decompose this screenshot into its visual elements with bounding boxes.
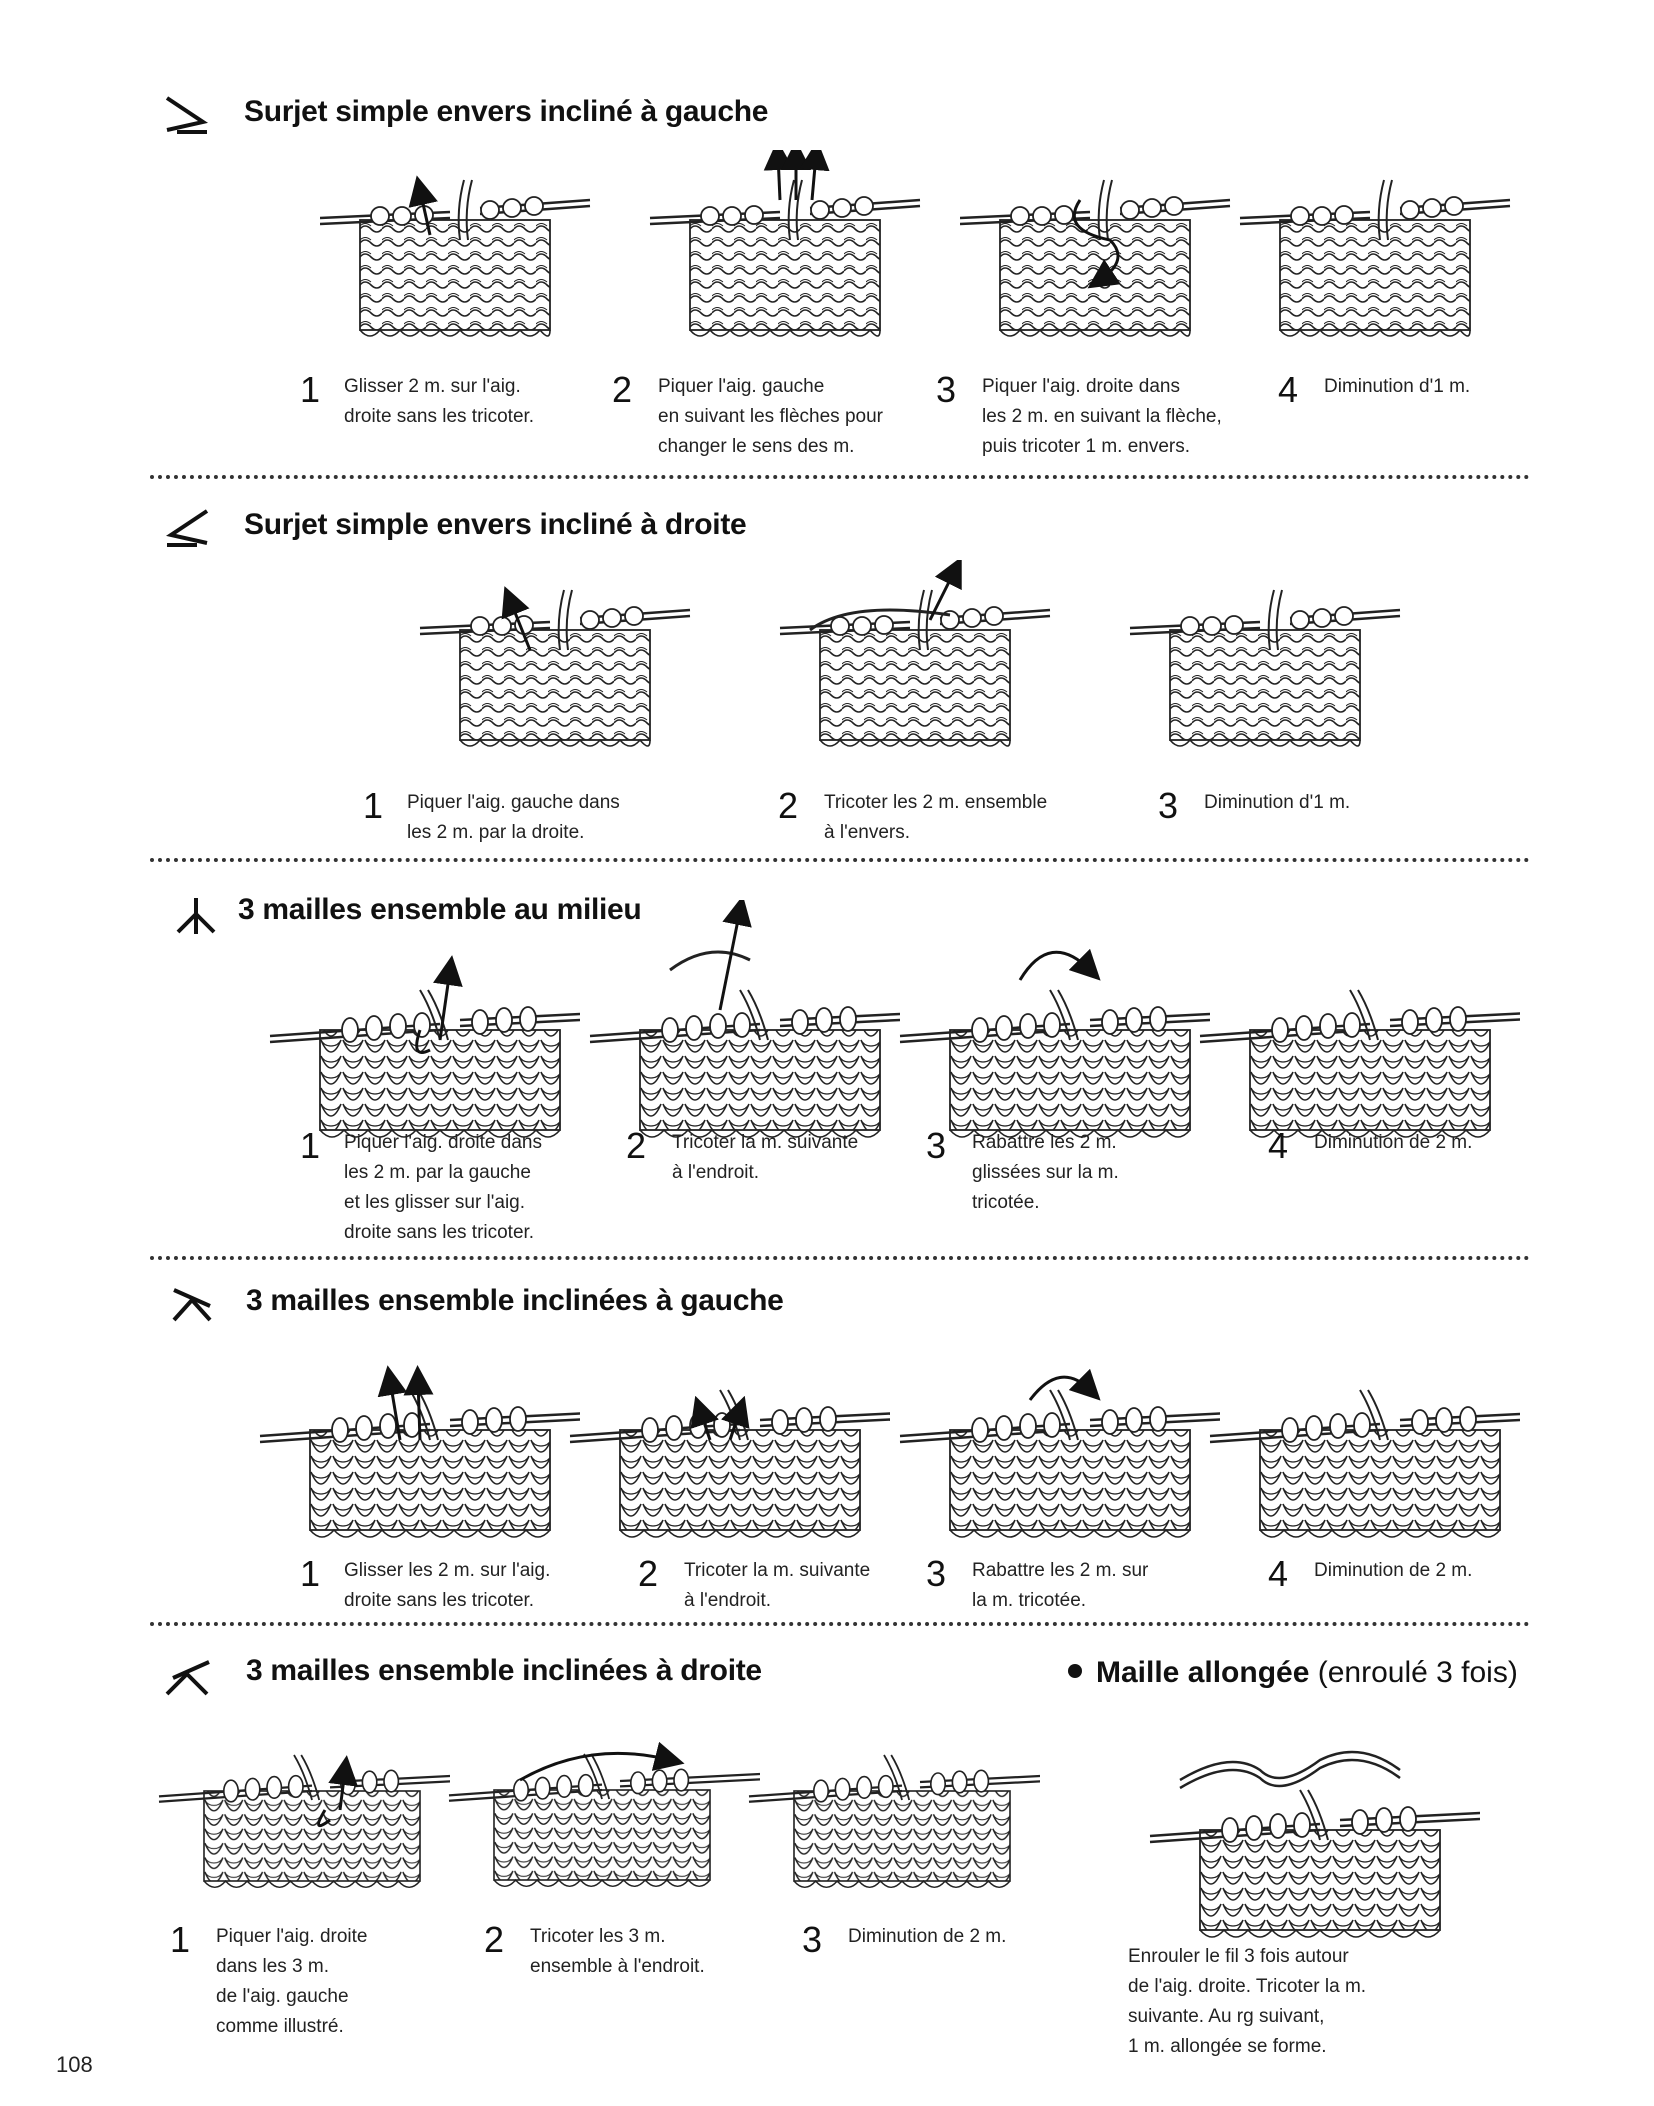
step-number: 1 — [300, 1125, 321, 1166]
section-divider — [150, 858, 1530, 862]
maille-allongee-title — [1068, 1656, 1518, 1690]
step-illustration — [740, 1710, 1040, 1910]
maille-allongee-title-bold: Maille allongée — [1096, 1656, 1310, 1689]
step-illustration — [580, 900, 900, 1150]
section-title: 3 mailles ensemble au milieu — [238, 893, 642, 926]
step-number: 3 — [926, 1125, 947, 1166]
section-divider — [150, 475, 1530, 479]
step-illustration — [1220, 160, 1520, 360]
step-illustration — [1140, 1700, 1480, 1950]
step-text: Tricoter la m. suivante à l'endroit. — [684, 1560, 871, 1611]
step-illustration — [250, 1330, 580, 1560]
step-number: 2 — [638, 1553, 659, 1594]
step-illustration — [440, 1700, 760, 1910]
step-text: Rabattre les 2 m. glissées sur la m. tricotée. — [972, 1132, 1119, 1213]
step-number: 2 — [778, 785, 799, 826]
step-number: 4 — [1268, 1125, 1289, 1166]
step-illustration — [1190, 910, 1520, 1150]
section-title: 3 mailles ensemble inclinées à droite — [246, 1654, 762, 1687]
step-illustration — [890, 900, 1210, 1150]
step-text: Glisser les 2 m. sur l'aig. droite sans les tricoter. — [344, 1560, 551, 1611]
step-text: Diminution d'1 m. — [1324, 376, 1471, 397]
section-title: 3 mailles ensemble inclinées à gauche — [246, 1284, 784, 1317]
left-slant-purl-decrease-icon — [163, 92, 213, 136]
step-text: Diminution d'1 m. — [1204, 792, 1351, 813]
step-illustration — [400, 560, 700, 770]
step-number: 1 — [170, 1919, 191, 1960]
step-number: 3 — [1158, 785, 1179, 826]
step-number: 1 — [300, 369, 321, 410]
step-text: Tricoter les 2 m. ensemble à l'envers. — [824, 792, 1048, 843]
step-text: Diminution de 2 m. — [1314, 1560, 1473, 1581]
bullet-icon — [1068, 1664, 1082, 1678]
step-illustration — [260, 940, 580, 1150]
step-illustration — [640, 150, 930, 360]
step-illustration — [320, 160, 600, 360]
step-text: Tricoter les 3 m. ensemble à l'endroit. — [530, 1926, 705, 1977]
step-number: 2 — [626, 1125, 647, 1166]
step-illustration — [890, 1320, 1220, 1560]
step-text: Piquer l'aig. droite dans les 3 m. de l'aig. gauche comme illustré. — [216, 1926, 368, 2037]
step-number: 2 — [612, 369, 633, 410]
step-illustration — [750, 560, 1070, 770]
section-divider — [150, 1622, 1530, 1626]
step-number: 1 — [363, 785, 384, 826]
step-number: 3 — [926, 1553, 947, 1594]
step-text: Tricoter la m. suivante à l'endroit. — [672, 1132, 859, 1183]
center-double-decrease-icon — [174, 896, 218, 936]
step-number: 2 — [484, 1919, 505, 1960]
section-title: Surjet simple envers incliné à gauche — [244, 95, 769, 128]
step-illustration — [150, 1710, 450, 1910]
section-title: Surjet simple envers incliné à droite — [244, 508, 747, 541]
step-illustration — [560, 1320, 890, 1560]
step-text: Diminution de 2 m. — [1314, 1132, 1473, 1153]
step-number: 3 — [802, 1919, 823, 1960]
step-number: 1 — [300, 1553, 321, 1594]
step-number: 4 — [1268, 1553, 1289, 1594]
maille-allongee-title-rest: (enroulé 3 fois) — [1309, 1656, 1518, 1689]
step-illustration — [960, 160, 1240, 360]
left-slant-double-decrease-icon — [170, 1284, 220, 1324]
section-divider — [150, 1256, 1530, 1260]
step-text: Piquer l'aig. droite dans les 2 m. en suivant la flèche, puis tricoter 1 m. envers. — [982, 376, 1222, 457]
step-number: 4 — [1278, 369, 1299, 410]
step-text: Rabattre les 2 m. sur la m. tricotée. — [972, 1560, 1149, 1611]
step-number: 3 — [936, 369, 957, 410]
step-text: Piquer l'aig. gauche dans les 2 m. par la droite. — [407, 792, 620, 843]
step-illustration — [1120, 550, 1420, 770]
step-illustration — [1200, 1330, 1520, 1560]
right-slant-purl-decrease-icon — [163, 505, 213, 549]
step-text: Piquer l'aig. droite dans les 2 m. par la gauche et les glisser sur l'aig. droite sans les tricoter. — [344, 1132, 542, 1243]
step-text: Piquer l'aig. gauche en suivant les flèches pour changer le sens des m. — [658, 376, 883, 457]
maille-allongee-text: Enrouler le fil 3 fois autour de l'aig. droite. Tricoter la m. suivante. Au rg suivant, 1 m. allongée se forme. — [1128, 1946, 1367, 2057]
step-text: Diminution de 2 m. — [848, 1926, 1007, 1947]
right-slant-double-decrease-icon — [163, 1656, 213, 1698]
page-number: 108 — [56, 2052, 93, 2077]
step-text: Glisser 2 m. sur l'aig. droite sans les tricoter. — [344, 376, 535, 427]
